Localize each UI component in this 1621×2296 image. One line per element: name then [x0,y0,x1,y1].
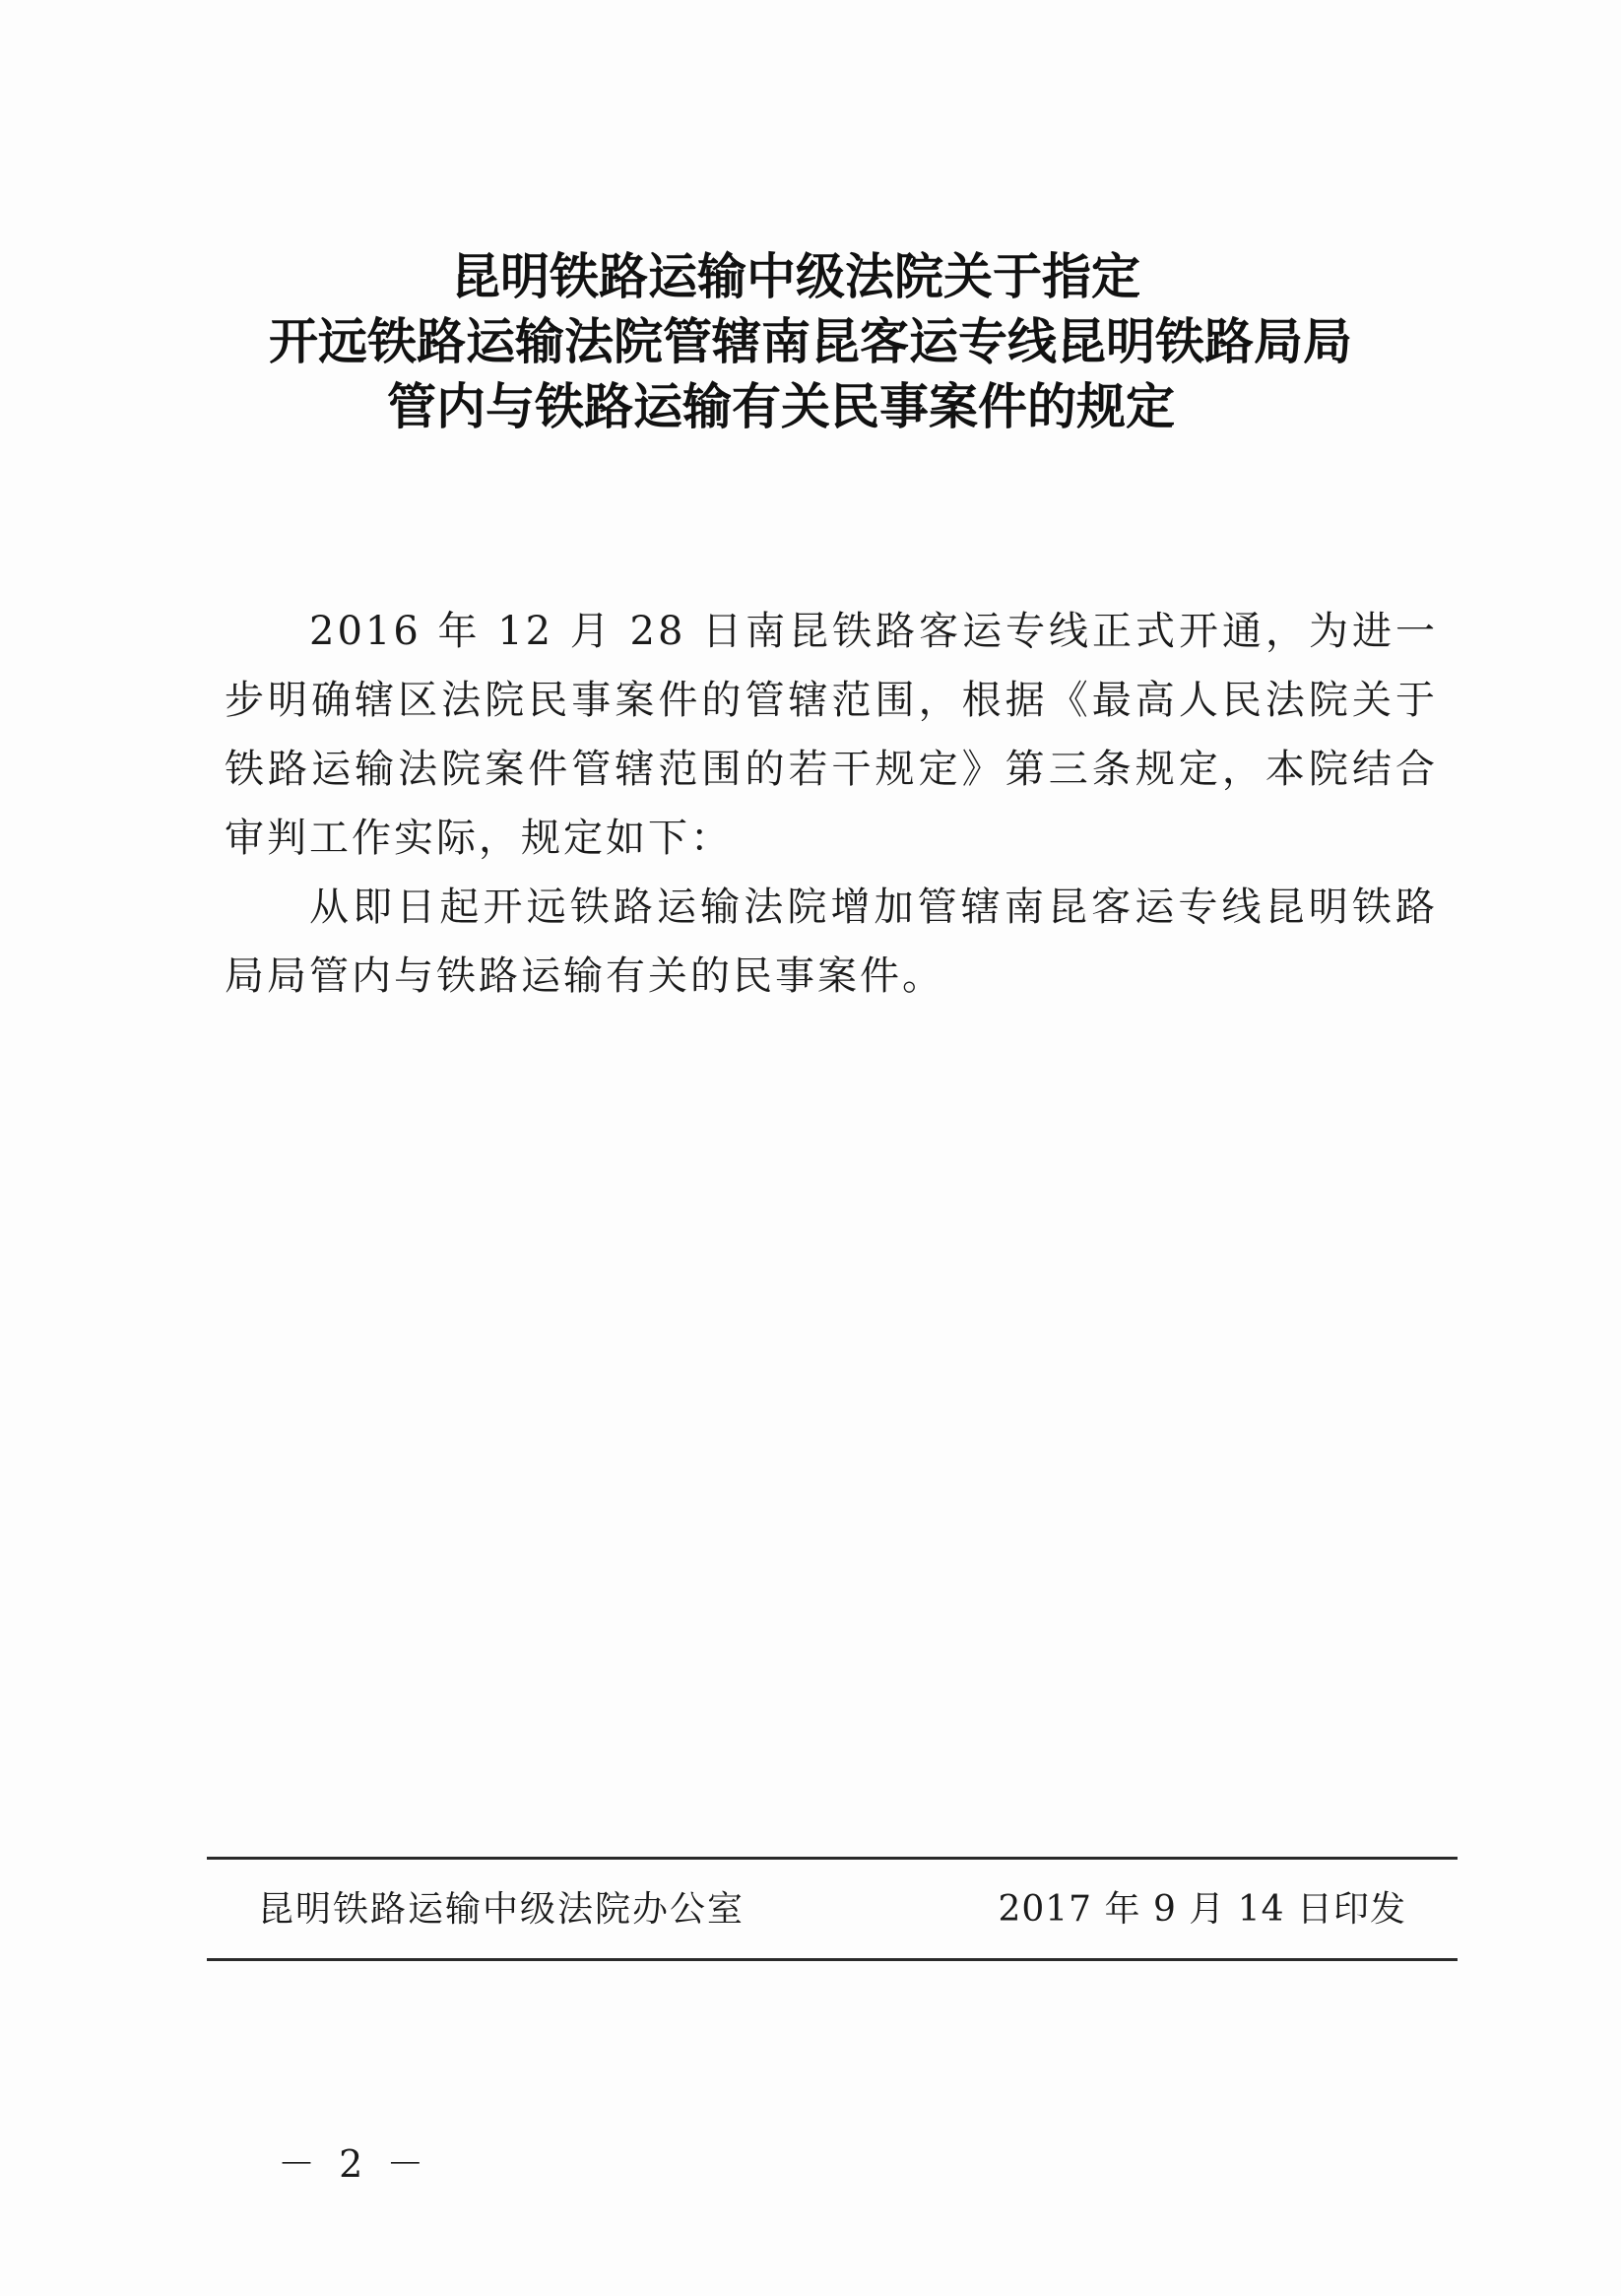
title-line-2: 开远铁路运输法院管辖南昆客运专线昆明铁路局局 [269,313,1352,370]
body-paragraph-1: 2016 年 12 月 28 日南昆铁路客运专线正式开通，为进一步明确辖区法院民事案件的管辖范围，根据《最高人民法院关于铁路运输法院案件管辖范围的若干规定》第三条规定，本院结合审判工作实际，规定如下： [225,609,1438,861]
footer-bottom-rule [207,1958,1458,1961]
issuer-name: 昆明铁路运输中级法院办公室 [258,1889,746,1930]
document-title [197,244,1424,439]
title-line-1: 昆明铁路运输中级法院关于指定 [451,248,1140,305]
footer-top-rule [207,1857,1458,1860]
document-body [225,597,1438,1011]
title-line-3: 管内与铁路运输有关民事案件的规定 [387,378,1175,435]
body-paragraph-2: 从即日起开远铁路运输法院增加管辖南昆客运专线昆明铁路局局管内与铁路运输有关的民事案件。 [225,885,1438,999]
page-number: － 2 － [278,2142,430,2186]
issue-date: 2017 年 9 月 14 日印发 [998,1889,1406,1930]
